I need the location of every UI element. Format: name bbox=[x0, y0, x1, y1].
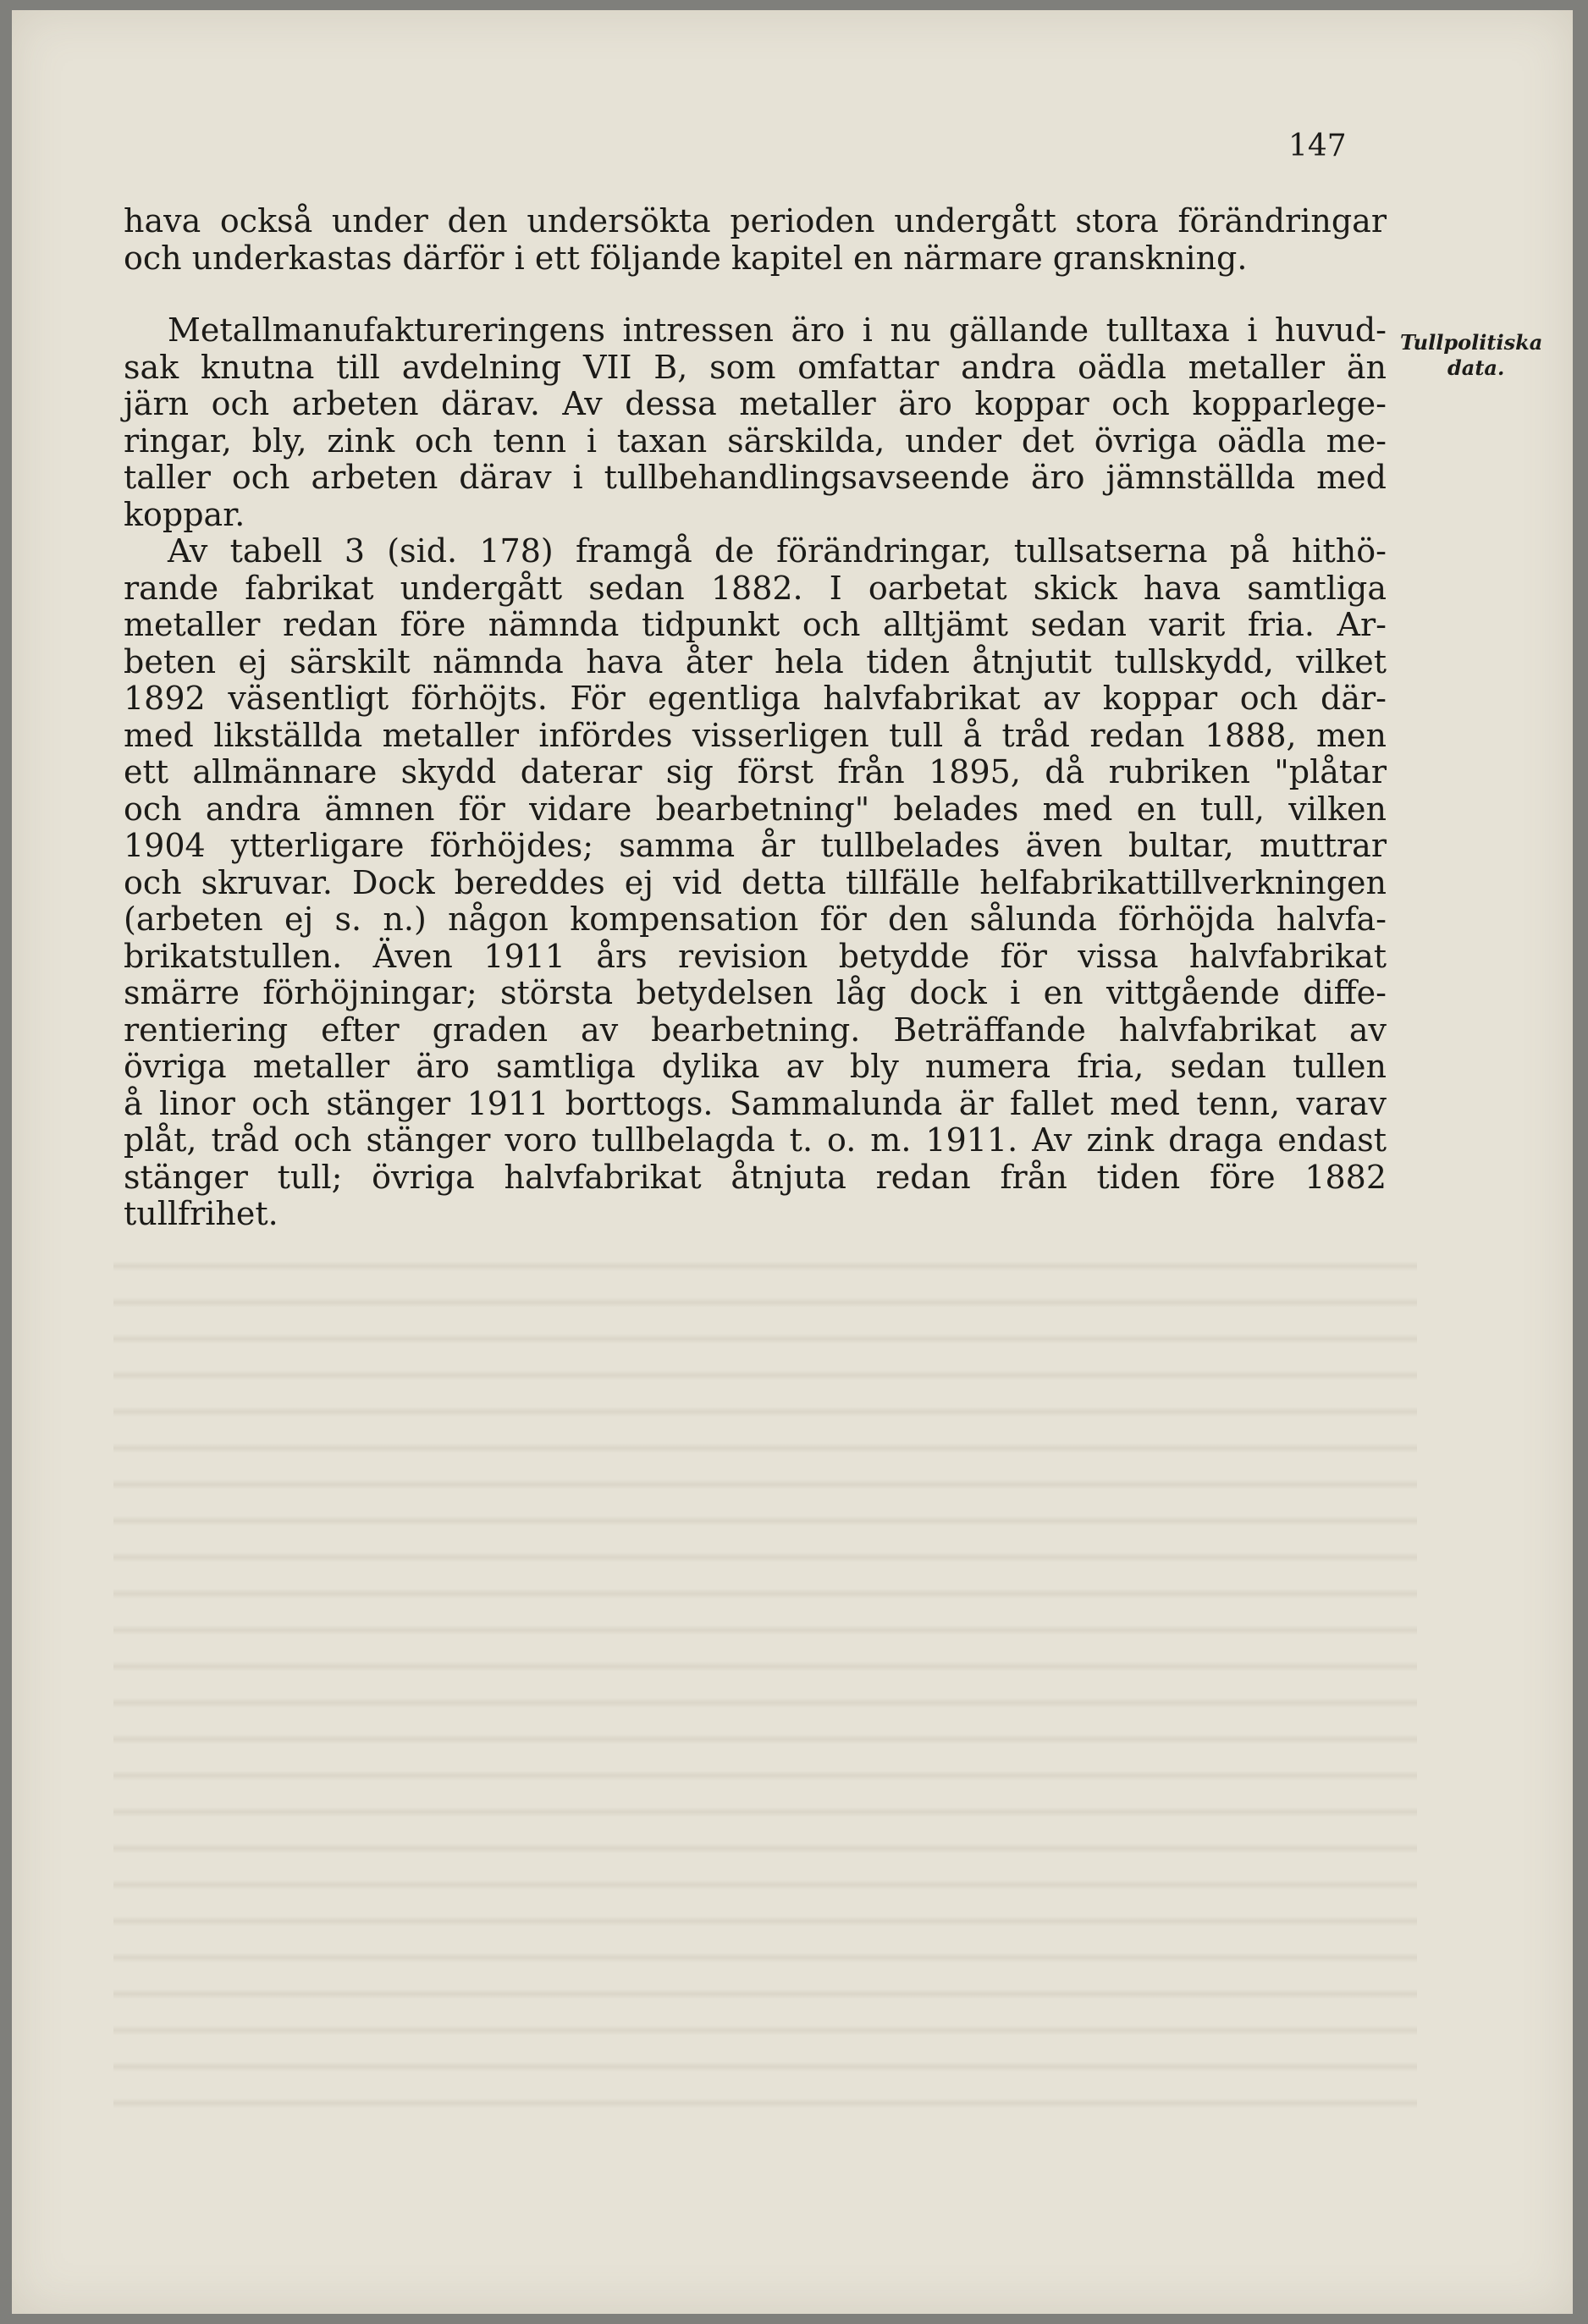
text-line: 1904 ytterligare förhöjdes; samma år tullbelades även bultar, muttrar bbox=[124, 827, 1387, 864]
text-line: smärre förhöjningar; största betydelsen låg dock i en vittgående diffe- bbox=[124, 974, 1387, 1011]
text-line: metaller redan före nämnda tidpunkt och alltjämt sedan varit fria. Ar- bbox=[124, 606, 1387, 643]
text-line: med likställda metaller infördes visserligen tull å tråd redan 1888, men bbox=[124, 716, 1387, 754]
show-through-texture bbox=[113, 1246, 1417, 2109]
text-line: Av tabell 3 (sid. 178) framgå de förändringar, tullsatserna på hithö- bbox=[168, 532, 1387, 570]
paragraph-3 bbox=[124, 533, 1387, 1233]
text-line: hava också under den undersökta perioden undergått stora förändringar bbox=[124, 202, 1387, 240]
text-line: Metallmanufaktureringens intressen äro i nu gällande tulltaxa i huvud- bbox=[168, 311, 1387, 349]
text-line: 1892 väsentligt förhöjts. För egentliga halvfabrikat av koppar och där- bbox=[124, 680, 1387, 717]
text-line: ett allmännare skydd daterar sig först från 1895, då rubriken "plåtar bbox=[124, 753, 1387, 790]
text-line: koppar. bbox=[124, 495, 245, 533]
text-line: stänger tull; övriga halvfabrikat åtnjuta redan från tiden före 1882 bbox=[124, 1158, 1387, 1196]
margin-note-line: Tullpolitiska bbox=[1400, 330, 1543, 355]
paragraph-2 bbox=[124, 312, 1387, 533]
book-page bbox=[12, 10, 1573, 2314]
text-line: sak knutna till avdelning VII B, som omfattar andra oädla metaller än bbox=[124, 348, 1387, 386]
text-line: taller och arbeten därav i tullbehandlingsavseende äro jämnställda med bbox=[124, 459, 1387, 496]
text-line: och underkastas därför i ett följande kapitel en närmare granskning. bbox=[124, 239, 1248, 277]
text-line: beten ej särskilt nämnda hava åter hela tiden åtnjutit tullskydd, vilket bbox=[124, 642, 1387, 680]
text-line: plåt, tråd och stänger voro tullbelagda t. o. m. 1911. Av zink draga endast bbox=[124, 1121, 1387, 1159]
text-line: (arbeten ej s. n.) någon kompensation för den sålunda förhöjda halvfa- bbox=[124, 900, 1387, 938]
text-line: å linor och stänger 1911 borttogs. Sammalunda är fallet med tenn, varav bbox=[124, 1084, 1387, 1122]
body-text bbox=[124, 203, 1387, 1233]
text-line: ringar, bly, zink och tenn i taxan särskilda, under det övriga oädla me- bbox=[124, 421, 1387, 460]
page-number: 147 bbox=[1288, 129, 1347, 163]
text-line: järn och arbeten därav. Av dessa metaller äro koppar och kopparlege- bbox=[124, 385, 1387, 422]
text-line: rande fabrikat undergått sedan 1882. I oarbetat skick hava samtliga bbox=[124, 569, 1387, 607]
text-line: tullfrihet. bbox=[124, 1195, 278, 1232]
text-line: och andra ämnen för vidare bearbetning" belades med en tull, vilken bbox=[124, 790, 1387, 828]
text-line: brikatstullen. Även 1911 års revision betydde för vissa halvfabrikat bbox=[124, 937, 1387, 975]
margin-note bbox=[1400, 330, 1588, 381]
margin-note-line: data. bbox=[1447, 355, 1505, 380]
paragraph-1 bbox=[124, 203, 1387, 277]
text-line: övriga metaller äro samtliga dylika av bly numera fria, sedan tullen bbox=[124, 1048, 1387, 1085]
text-line: rentiering efter graden av bearbetning. Beträffande halvfabrikat av bbox=[124, 1011, 1387, 1049]
text-line: och skruvar. Dock bereddes ej vid detta tillfälle helfabrikattillverkningen bbox=[124, 863, 1387, 901]
